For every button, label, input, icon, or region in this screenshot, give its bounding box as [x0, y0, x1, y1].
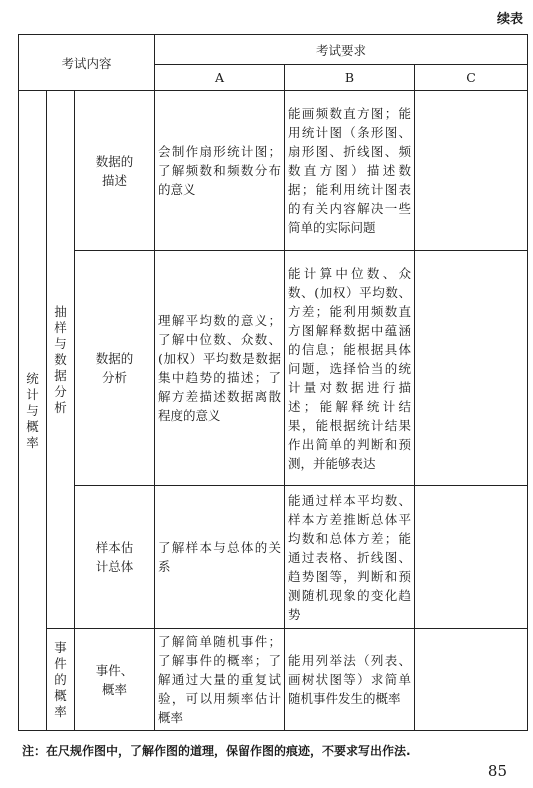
header-col-a: A — [155, 65, 285, 91]
req-a-cell: 理解平均数的意义；了解中位数、众数、(加权）平均数是数据集中趋势的描述；了解方差描述数据离散程度的意义 — [155, 251, 285, 486]
vertical-char: 与 — [26, 402, 39, 418]
topic-label: 样本估计总体 — [95, 540, 134, 574]
header-col-b: B — [285, 65, 415, 91]
req-a-cell: 会制作扇形统计图；了解频数和频数分布的意义 — [155, 91, 285, 251]
exam-table — [18, 34, 528, 731]
req-b-cell: 能画频数直方图；能用统计图（条形图、扇形图、折线图、频数直方图）描述数据；能利用统计图表的有关内容解决一些简单的实际问题 — [285, 91, 415, 251]
req-c-cell — [415, 251, 528, 486]
req-c-cell — [415, 629, 528, 731]
vertical-char: 析 — [54, 399, 67, 415]
topic-label: 事件、概率 — [95, 662, 134, 697]
req-b-cell: 能通过样本平均数、样本方差推断总体平均数和总体方差；能通过表格、折线图、趋势图等，判断和预测随机现象的变化趋势 — [285, 486, 415, 629]
vertical-char: 分 — [54, 383, 67, 399]
topic-cell — [75, 486, 155, 629]
req-c-cell — [415, 91, 528, 251]
topic-cell — [75, 91, 155, 251]
req-b-cell: 能用列举法（列表、画树状图等）求简单随机事件发生的概率 — [285, 629, 415, 731]
vertical-char: 与 — [54, 335, 67, 351]
vertical-char: 概 — [26, 418, 39, 434]
topic-cell — [75, 251, 155, 486]
vertical-char: 统 — [26, 370, 39, 386]
footnote: 注：在尺规作图中，了解作图的道理，保留作图的痕迹，不要求写出作法. — [22, 744, 411, 758]
vertical-char: 概 — [54, 687, 67, 703]
vertical-char: 计 — [26, 386, 39, 402]
vertical-char: 率 — [26, 434, 39, 450]
group-label-sampling — [47, 91, 75, 629]
vertical-char: 的 — [54, 671, 67, 687]
vertical-char: 数 — [54, 351, 67, 367]
header-content: 考试内容 — [19, 35, 155, 91]
topic-label: 数据的描述 — [95, 153, 134, 188]
req-b-cell: 能计算中位数、众数、(加权）平均数、方差；能利用频数直方图解释数据中蕴涵的信息；能根据具体问题，选择恰当的统计量对数据进行描述；能解释统计结果，能根据统计结果作出简单的判断和预测，并能够表达 — [285, 251, 415, 486]
domain-label — [19, 91, 47, 731]
topic-cell — [75, 629, 155, 731]
group-label-probability — [47, 629, 75, 731]
page-number: 85 — [487, 762, 507, 780]
req-a-cell: 了解简单随机事件；了解事件的概率；了解通过大量的重复试验，可以用频率估计概率 — [155, 629, 285, 731]
req-c-cell — [415, 486, 528, 629]
header-requirements: 考试要求 — [155, 35, 528, 65]
vertical-char: 样 — [54, 319, 67, 335]
vertical-char: 率 — [54, 703, 67, 719]
vertical-char: 事 — [54, 639, 67, 655]
vertical-char: 件 — [54, 655, 67, 671]
topic-label: 数据的分析 — [95, 351, 134, 385]
continued-label: 续表 — [496, 12, 523, 27]
vertical-char: 据 — [54, 367, 67, 383]
header-col-c: C — [415, 65, 528, 91]
vertical-char: 抽 — [54, 303, 67, 319]
req-a-cell: 了解样本与总体的关系 — [155, 486, 285, 629]
